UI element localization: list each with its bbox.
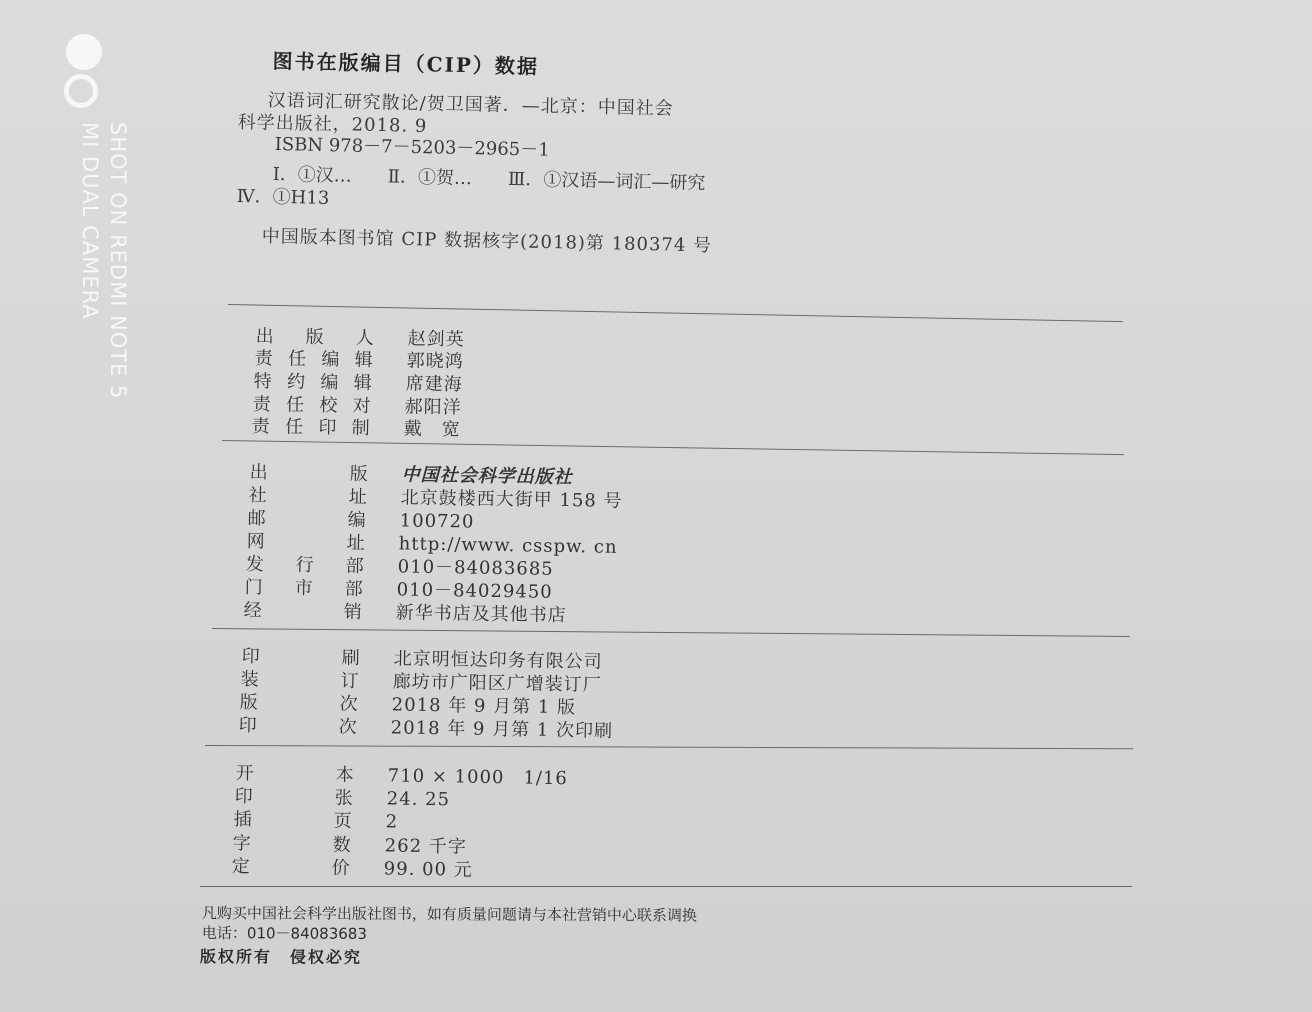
format-label: 开本 — [235, 762, 354, 786]
publisher-value: 北京鼓楼西大街甲 158 号 — [400, 487, 623, 512]
format-label: 插页 — [233, 808, 352, 832]
quality-notice: 凡购买中国社会科学出版社图书，如有质量问题请与本社营销中心联系调换 — [201, 904, 697, 925]
print-label: 版次 — [239, 691, 358, 715]
format-value: 710 × 1000 1/16 — [387, 765, 569, 790]
cip-isbn: ISBN 978－7－5203－2965－1 — [274, 133, 550, 161]
publisher-name: 中国社会科学出版社 — [401, 464, 573, 489]
publisher-label: 出版 — [249, 461, 368, 485]
print-value: 北京明恒达印务有限公司 — [393, 648, 603, 673]
cip-approval-number: 中国版本图书馆 CIP 数据核字(2018)第 180374 号 — [261, 225, 713, 257]
print-row — [239, 711, 614, 743]
publisher-row — [244, 596, 567, 627]
cip-publisher-line: 科学出版社，2018. 9 — [237, 111, 428, 137]
format-row — [232, 852, 473, 882]
publisher-value: 新华书店及其他书店 — [395, 602, 567, 627]
print-label: 印刷 — [241, 645, 360, 669]
print-value: 2018 年 9 月第 1 次印刷 — [390, 717, 614, 742]
staff-value: 戴 宽 — [403, 418, 461, 441]
format-value: 262 千字 — [384, 835, 467, 858]
print-label: 印次 — [238, 714, 357, 738]
print-value: 2018 年 9 月第 1 版 — [391, 694, 577, 719]
format-label: 字数 — [232, 832, 351, 856]
publisher-value: 100720 — [399, 510, 475, 533]
camera-ring-icon — [64, 74, 98, 108]
publisher-label: 网址 — [246, 530, 365, 554]
publisher-value: 010－84029450 — [396, 579, 553, 603]
watermark-line-1: SHOT ON REDMI NOTE 5 — [106, 122, 130, 400]
format-label: 定价 — [231, 855, 350, 879]
publisher-label: 邮编 — [247, 507, 366, 531]
format-label: 印张 — [234, 785, 353, 809]
publisher-website: http://www. csspw. cn — [398, 533, 618, 558]
camera-watermark — [58, 30, 138, 400]
cip-title: 图书在版编目（CIP）数据 — [272, 48, 540, 79]
staff-value: 郭晓鸿 — [406, 350, 464, 373]
print-label: 装订 — [240, 668, 359, 692]
divider-rule-4 — [205, 745, 1133, 749]
staff-row — [252, 412, 461, 441]
publisher-label: 门市部 — [244, 576, 363, 600]
cip-classification-2: Ⅳ．①H13 — [236, 185, 330, 209]
staff-value: 赵剑英 — [407, 328, 465, 351]
copyright-notice: 版权所有 侵权必究 — [199, 946, 362, 967]
publisher-label: 社址 — [248, 484, 367, 508]
staff-label: 出版人 — [255, 325, 374, 349]
staff-label: 特约编辑 — [253, 370, 372, 394]
publisher-value: 010－84083685 — [397, 556, 554, 580]
divider-rule-1 — [228, 304, 1123, 322]
format-value: 2 — [385, 811, 399, 833]
print-value: 廊坊市广阳区广增装订厂 — [392, 671, 602, 696]
cip-book-line: 汉语词汇研究散论/贺卫国著．—北京：中国社会 — [267, 89, 674, 120]
publisher-label: 发行部 — [245, 553, 364, 577]
staff-label: 责任印制 — [251, 415, 370, 439]
staff-value: 席建海 — [405, 373, 463, 396]
format-value: 24. 25 — [386, 788, 451, 811]
publisher-label: 经销 — [243, 599, 362, 623]
cip-classification-1: Ⅰ．①汉… Ⅱ．①贺… Ⅲ．①汉语—词汇—研究 — [272, 163, 706, 195]
staff-label: 责任校对 — [252, 393, 371, 417]
camera-dot-icon — [66, 34, 102, 70]
service-phone: 电话：010－84083683 — [201, 924, 367, 943]
divider-rule-5 — [200, 886, 1132, 887]
divider-rule-2 — [222, 440, 1124, 455]
watermark-line-2: MI DUAL CAMERA — [78, 122, 102, 320]
staff-value: 郝阳洋 — [404, 396, 462, 419]
divider-rule-3 — [212, 628, 1130, 637]
staff-label: 责任编辑 — [254, 347, 373, 371]
format-value: 99. 00 元 — [383, 858, 473, 881]
